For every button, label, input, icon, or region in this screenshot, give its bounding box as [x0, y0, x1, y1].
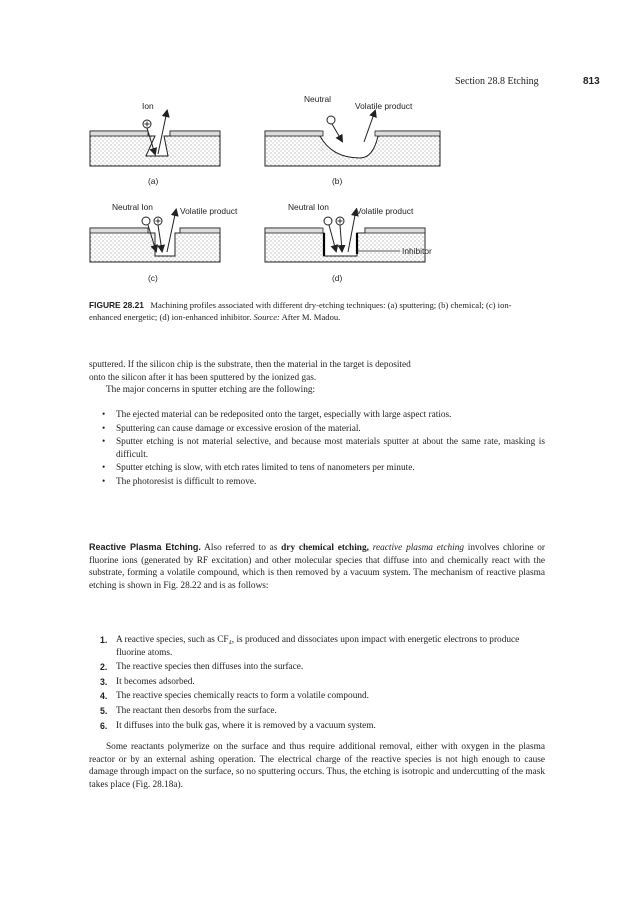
label-ion: Ion — [142, 101, 154, 111]
list-item — [89, 423, 545, 436]
paragraph-text: Also referred to as — [200, 543, 282, 553]
paragraph-sputtered — [89, 359, 545, 397]
list-item-text: Sputtering can cause damage or excessive erosion of the material. — [116, 423, 361, 434]
reactive-plasma-etching-paragraph — [89, 541, 545, 593]
panel-d-substrate — [265, 228, 425, 262]
caption-text: Machining profiles associated with different dry-etching techniques: (a) sputtering; (b) chemical; (c) ion-enhanced energetic; (d) ion-enhanced inhibitor. — [89, 300, 512, 322]
step-number: 2. — [100, 662, 108, 673]
list-item-text: The photoresist is difficult to remove. — [116, 476, 257, 487]
list-item-text: Sputter etching is slow, with etch rates limited to tens of nanometers per minute. — [116, 463, 415, 473]
bullet-icon: • — [102, 410, 106, 420]
paragraph-text: involves chlorine or fluorine ions (generated by RF excitation) and other molecular species that diffuse into and chemically react with the substrate, forming a volatile compound, which is then removed by a vacuum system. The mechanism of reactive plasma etching is shown in Fig. 28.22 and is as follows: — [89, 543, 546, 592]
list-item — [89, 476, 545, 489]
step-text: It diffuses into the bulk gas, where it is removed by a vacuum system. — [116, 720, 376, 731]
list-item — [89, 676, 545, 689]
label-neutral-ion-d: Neutral Ion — [288, 202, 329, 212]
step-number: 6. — [100, 720, 108, 731]
page-number: 813 — [583, 76, 600, 87]
step-text: A reactive species, such as CF₄, is produced and dissociates upon impact with energetic electrons to produce fluorine atoms. — [116, 635, 520, 658]
list-item-text: Sputter etching is not material selective, and because most materials sputter at about the same rate, masking is difficult. — [116, 437, 545, 460]
step-number: 4. — [100, 691, 108, 702]
panel-a-label: (a) — [148, 176, 159, 186]
panel-a-substrate — [90, 131, 220, 166]
list-item — [89, 690, 545, 703]
bullet-icon: • — [102, 437, 106, 447]
term-reactive-plasma-etching: reactive plasma etching — [372, 543, 465, 553]
panel-b-substrate — [265, 131, 440, 166]
bullet-icon: • — [102, 423, 106, 434]
paragraph-line: The major concerns in sputter etching are the following: — [106, 385, 316, 396]
figure-number: FIGURE 28.21 — [89, 300, 144, 310]
panel-c-substrate — [90, 228, 220, 262]
bullet-icon: • — [102, 476, 106, 487]
list-item-text: The ejected material can be redeposited onto the target, especially with large aspect ratios. — [116, 410, 452, 420]
paragraph-line: sputtered. If the silicon chip is the substrate, then the material in the target is deposited — [89, 360, 411, 370]
section-heading: Reactive Plasma Etching. — [89, 542, 201, 552]
panel-d-species — [324, 210, 356, 252]
label-volatile-product-b: Volatile product — [355, 101, 413, 111]
label-neutral-ion-c: Neutral Ion — [112, 202, 153, 212]
label-volatile-product-c: Volatile product — [180, 206, 238, 216]
section-title: Section 28.8 Etching — [455, 76, 539, 87]
panel-b-label: (b) — [332, 176, 343, 186]
label-neutral: Neutral — [304, 94, 331, 104]
etching-profiles-diagram — [70, 96, 530, 306]
list-item — [89, 409, 545, 422]
mechanism-steps-list — [89, 634, 545, 734]
step-number: 1. — [100, 635, 108, 645]
sputter-concerns-list — [89, 409, 545, 489]
closing-paragraph: Some reactants polymerize on the surface and thus require additional removal, either with oxygen in the plasma reactor or by an external ashing operation. The electrical charge of the reactive species is not high enough to cause damage through impact on the surface, so no sputtering occurs. Thus, the etching is isotropic and undercutting of the mask takes place (Fig. 28.18a). — [89, 742, 545, 791]
label-inhibitor: Inhibitor — [402, 246, 432, 256]
step-text: The reactive species then diffuses into the surface. — [116, 662, 304, 673]
step-text: The reactive species chemically reacts to form a volatile compound. — [116, 691, 369, 702]
step-number: 5. — [100, 705, 108, 716]
label-volatile-product-d: Volatile product — [356, 206, 414, 216]
bullet-icon: • — [102, 463, 106, 473]
panel-c-label: (c) — [148, 273, 158, 283]
dry-etching-figure — [70, 96, 530, 306]
step-text: It becomes adsorbed. — [116, 676, 195, 687]
list-item — [89, 705, 545, 718]
list-item — [89, 720, 545, 733]
term-dry-chemical-etching: dry chemical etching, — [281, 543, 369, 553]
paragraph-line: onto the silicon after it has been sputtered by the ionized gas. — [89, 372, 317, 383]
figure-caption — [89, 299, 542, 323]
list-item — [89, 462, 545, 475]
list-item — [89, 634, 545, 659]
list-item — [89, 436, 545, 461]
step-text: The reactant then desorbs from the surface. — [116, 705, 277, 716]
caption-source: After M. Madou. — [281, 312, 341, 322]
panel-b-neutral — [327, 111, 375, 142]
step-number: 3. — [100, 676, 108, 687]
panel-d-label: (d) — [332, 273, 343, 283]
list-item — [89, 661, 545, 674]
caption-source-label: Source: — [253, 312, 280, 322]
